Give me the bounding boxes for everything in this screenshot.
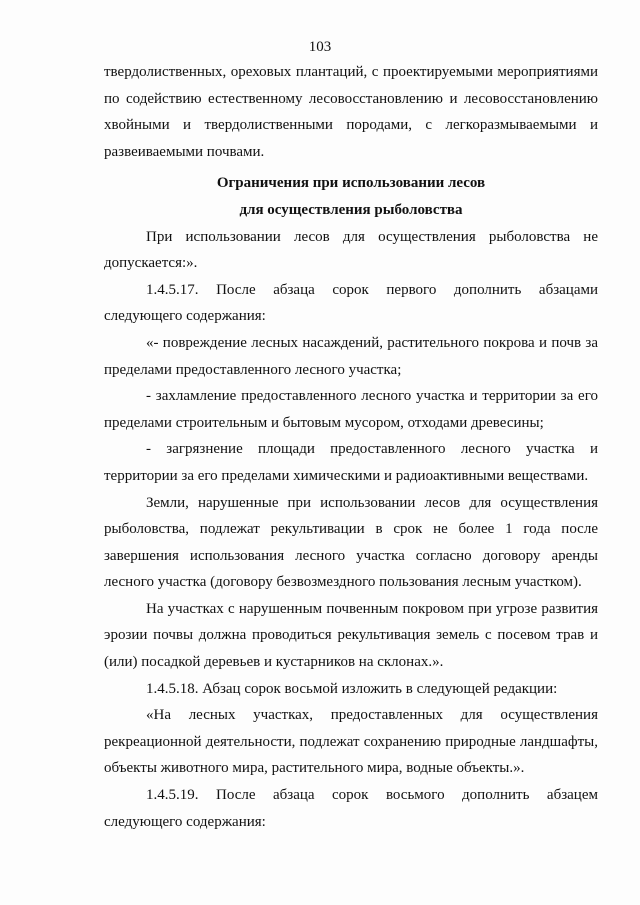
paragraph	[104, 59, 598, 165]
paragraph	[104, 596, 598, 676]
paragraph	[104, 224, 598, 277]
text-line: эрозии почвы должна проводиться рекультивация земель с посевом трав и	[104, 627, 598, 644]
text-line: твердолиственных, ореховых плантаций, с проектируемыми мероприятиями	[104, 64, 598, 80]
text-line: допускается:».	[104, 255, 198, 272]
text-line: - загрязнение площади предоставленного лесного участка и	[146, 441, 598, 458]
text-line: 1.4.5.17. После абзаца сорок первого дополнить абзацами	[146, 281, 598, 298]
text-line: 1.4.5.18. Абзац сорок восьмой изложить в следующей редакции:	[146, 680, 558, 697]
document-body	[104, 59, 598, 835]
text-line: пределами предоставленного лесного участка;	[104, 361, 402, 378]
text-line: При использовании лесов для осуществления рыболовства не	[146, 228, 598, 245]
paragraph	[104, 277, 598, 330]
text-line: следующего содержания:	[104, 813, 266, 830]
page-number: 103	[308, 39, 332, 55]
heading-line: для осуществления рыболовства	[239, 201, 463, 218]
text-line: по содействию естественному лесовосстановлению и лесовосстановлению	[104, 90, 598, 107]
paragraph	[104, 490, 598, 596]
text-line: следующего содержания:	[104, 308, 266, 325]
paragraph	[104, 676, 598, 703]
text-line: хвойными и твердолиственными породами, с легкоразмываемыми и	[104, 117, 598, 134]
text-line: - захламление предоставленного лесного участка и территории за его	[146, 388, 598, 405]
text-line: объекты животного мира, растительного мира, водные объекты.».	[104, 760, 525, 777]
paragraph	[104, 383, 598, 436]
text-line: территории за его пределами химическими и радиоактивными веществами.	[104, 467, 589, 484]
text-line: лесного участка (договору безвозмездного пользования лесным участком).	[104, 574, 582, 591]
paragraph	[104, 436, 598, 489]
text-line: 1.4.5.19. После абзаца сорок восьмого дополнить абзацем	[146, 787, 598, 804]
text-line: (или) посадкой деревьев и кустарников на склонах.».	[104, 654, 444, 671]
paragraph	[104, 782, 598, 835]
text-line: «На лесных участках, предоставленных для осуществления	[146, 707, 598, 724]
paragraph	[104, 702, 598, 782]
section-heading	[104, 170, 598, 223]
text-line: «- повреждение лесных насаждений, растительного покрова и почв за	[146, 334, 598, 351]
text-line: На участках с нарушенным почвенным покровом при угрозе развития	[146, 600, 598, 617]
heading-line: Ограничения при использовании лесов	[216, 175, 486, 192]
text-line: пределами строительным и бытовым мусором, отходами древесины;	[104, 414, 544, 431]
text-line: рыболовства, подлежат рекультивации в срок не более 1 года после	[104, 521, 598, 538]
paragraph	[104, 330, 598, 383]
text-line: развеиваемыми почвами.	[104, 143, 265, 160]
text-line: рекреационной деятельности, подлежат сохранению природные ландшафты,	[104, 733, 598, 750]
text-line: завершения использования лесного участка согласно договору аренды	[104, 547, 598, 564]
text-line: Земли, нарушенные при использовании лесов для осуществления	[146, 494, 598, 511]
